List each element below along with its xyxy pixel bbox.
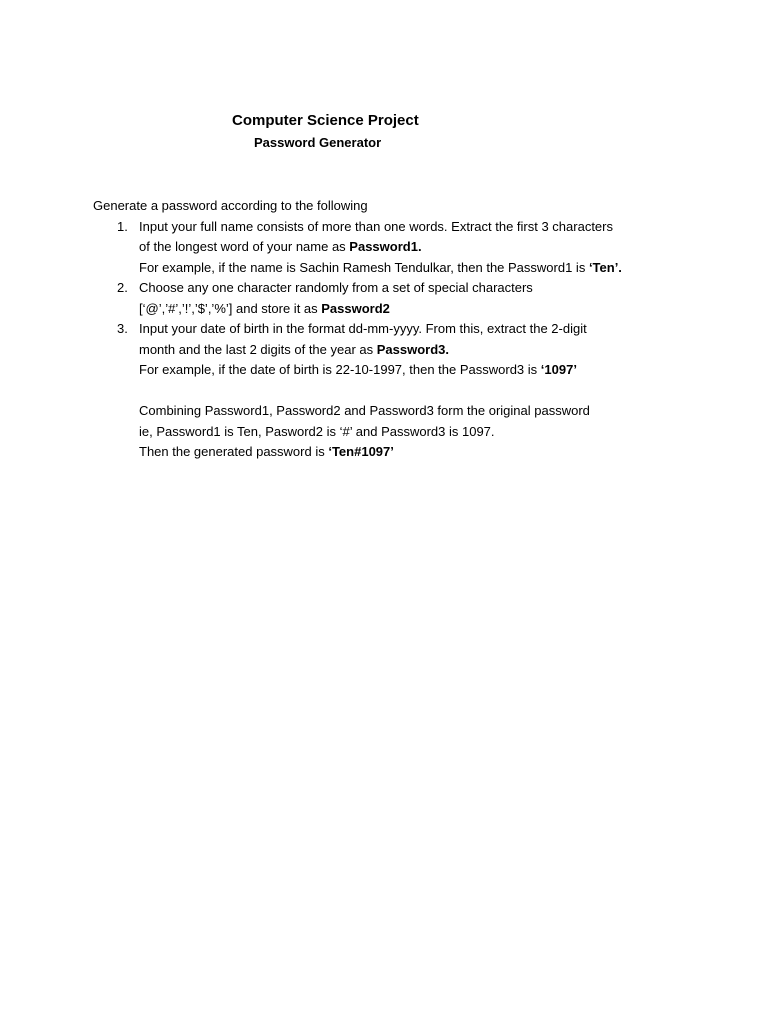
list-item-bold-text: Password2 bbox=[321, 301, 390, 316]
list-item-line: Choose any one character randomly from a set of special characters bbox=[139, 280, 533, 295]
combine-line bbox=[139, 444, 394, 460]
document-title: Computer Science Project bbox=[232, 112, 419, 129]
list-number: 1. bbox=[117, 219, 128, 234]
list-item-text: [‘@’,’#’,’!’,’$’,’%’] and store it as bbox=[139, 301, 322, 316]
combine-line: ie, Password1 is Ten, Pasword2 is ‘#’ and Password3 is 1097. bbox=[139, 424, 495, 439]
list-item-line bbox=[139, 301, 390, 317]
list-item-text: For example, if the date of birth is 22-10-1997, then the Password3 is bbox=[139, 362, 541, 377]
list-item-text: month and the last 2 digits of the year as bbox=[139, 342, 377, 357]
combine-line: Combining Password1, Password2 and Password3 form the original password bbox=[139, 403, 590, 418]
list-number: 2. bbox=[117, 280, 128, 295]
document-subtitle: Password Generator bbox=[254, 135, 382, 150]
list-item-line: Input your date of birth in the format dd-mm-yyyy. From this, extract the 2-digit bbox=[139, 321, 587, 336]
list-item-bold-text: Password1. bbox=[349, 239, 422, 254]
list-item-line bbox=[139, 342, 449, 358]
list-item-line bbox=[139, 260, 622, 276]
list-item-text: of the longest word of your name as bbox=[139, 239, 350, 254]
list-item-bold-text: ‘Ten’. bbox=[588, 260, 622, 275]
combine-text: Then the generated password is bbox=[139, 444, 329, 459]
generated-password: ‘Ten#1097’ bbox=[328, 444, 394, 459]
list-item-line: Input your full name consists of more than one words. Extract the first 3 characters bbox=[139, 219, 613, 234]
list-item-bold-text: ‘1097’ bbox=[540, 362, 577, 377]
list-item-line bbox=[139, 362, 577, 378]
list-number: 3. bbox=[117, 321, 128, 336]
list-item-line bbox=[139, 239, 422, 255]
list-item-bold-text: Password3. bbox=[376, 342, 450, 357]
intro-text: Generate a password according to the following bbox=[93, 198, 368, 213]
list-item-text: For example, if the name is Sachin Ramesh Tendulkar, then the Password1 is bbox=[139, 260, 589, 275]
